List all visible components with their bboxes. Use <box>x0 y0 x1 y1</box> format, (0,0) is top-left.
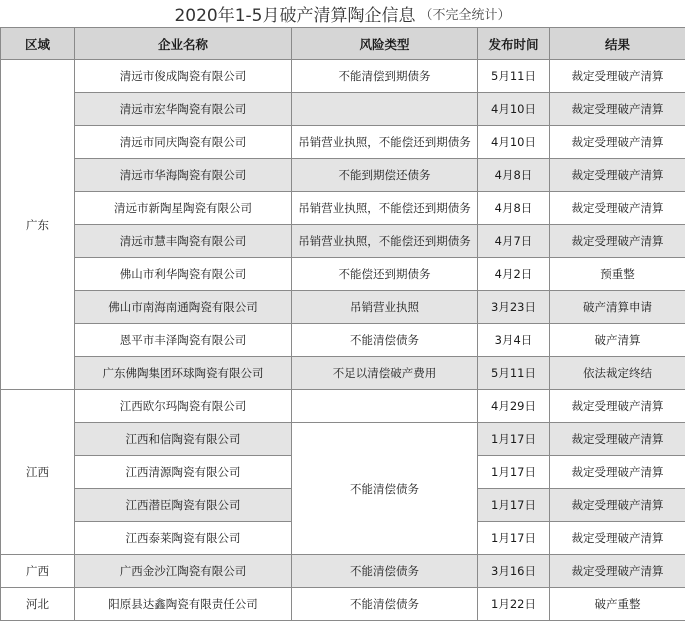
result-cell: 裁定受理破产清算 <box>550 456 685 489</box>
date-cell: 4月7日 <box>478 225 550 258</box>
result-cell: 裁定受理破产清算 <box>550 423 685 456</box>
date-cell: 4月8日 <box>478 159 550 192</box>
date-cell: 3月23日 <box>478 291 550 324</box>
result-cell: 预重整 <box>550 258 685 291</box>
date-cell: 5月11日 <box>478 60 550 93</box>
company-cell: 江西欧尔玛陶瓷有限公司 <box>75 390 292 423</box>
date-cell: 4月10日 <box>478 126 550 159</box>
date-cell: 5月11日 <box>478 357 550 390</box>
header-date: 发布时间 <box>478 28 550 60</box>
company-cell: 清远市慧丰陶瓷有限公司 <box>75 225 292 258</box>
result-cell: 裁定受理破产清算 <box>550 159 685 192</box>
table-row <box>1 324 685 357</box>
header-row <box>1 28 685 60</box>
risk-cell: 不能清偿到期债务 <box>292 60 478 93</box>
company-cell: 清远市宏华陶瓷有限公司 <box>75 93 292 126</box>
company-cell: 江西潜臣陶瓷有限公司 <box>75 489 292 522</box>
table-row <box>1 60 685 93</box>
date-cell: 3月4日 <box>478 324 550 357</box>
risk-cell: 吊销营业执照，不能偿还到期债务 <box>292 126 478 159</box>
region-cell: 河北 <box>1 588 75 621</box>
company-cell: 清远市华海陶瓷有限公司 <box>75 159 292 192</box>
table-row <box>1 192 685 225</box>
header-result: 结果 <box>550 28 685 60</box>
result-cell: 裁定受理破产清算 <box>550 522 685 555</box>
date-cell: 3月16日 <box>478 555 550 588</box>
title-note: （不完全统计） <box>419 8 511 23</box>
date-cell: 4月2日 <box>478 258 550 291</box>
result-cell: 裁定受理破产清算 <box>550 192 685 225</box>
header-company: 企业名称 <box>75 28 292 60</box>
header-risk: 风险类型 <box>292 28 478 60</box>
bankruptcy-table <box>0 27 685 621</box>
table-row <box>1 390 685 423</box>
date-cell: 1月17日 <box>478 456 550 489</box>
result-cell: 裁定受理破产清算 <box>550 555 685 588</box>
result-cell: 裁定受理破产清算 <box>550 126 685 159</box>
company-cell: 佛山市利华陶瓷有限公司 <box>75 258 292 291</box>
company-cell: 清远市新陶星陶瓷有限公司 <box>75 192 292 225</box>
table-row <box>1 555 685 588</box>
region-cell: 广东 <box>1 60 75 390</box>
risk-cell: 不能清偿债务 <box>292 423 478 555</box>
table-row <box>1 159 685 192</box>
title-main: 2020年1-5月破产清算陶企信息 <box>174 6 416 26</box>
risk-cell <box>292 390 478 423</box>
result-cell: 依法裁定终结 <box>550 357 685 390</box>
region-cell: 江西 <box>1 390 75 555</box>
company-cell: 江西泰莱陶瓷有限公司 <box>75 522 292 555</box>
company-cell: 广西金沙江陶瓷有限公司 <box>75 555 292 588</box>
company-cell: 佛山市南海南通陶瓷有限公司 <box>75 291 292 324</box>
company-cell: 恩平市丰泽陶瓷有限公司 <box>75 324 292 357</box>
table-row <box>1 423 685 456</box>
company-cell: 清远市同庆陶瓷有限公司 <box>75 126 292 159</box>
table-row <box>1 225 685 258</box>
company-cell: 阳原县达鑫陶瓷有限责任公司 <box>75 588 292 621</box>
company-cell: 江西清源陶瓷有限公司 <box>75 456 292 489</box>
date-cell: 1月22日 <box>478 588 550 621</box>
company-cell: 广东佛陶集团环球陶瓷有限公司 <box>75 357 292 390</box>
date-cell: 4月10日 <box>478 93 550 126</box>
result-cell: 破产清算申请 <box>550 291 685 324</box>
risk-cell: 吊销营业执照，不能偿还到期债务 <box>292 225 478 258</box>
result-cell: 裁定受理破产清算 <box>550 390 685 423</box>
risk-cell <box>292 93 478 126</box>
table-row <box>1 291 685 324</box>
table-row <box>1 258 685 291</box>
result-cell: 裁定受理破产清算 <box>550 93 685 126</box>
date-cell: 1月17日 <box>478 489 550 522</box>
table-row <box>1 357 685 390</box>
date-cell: 1月17日 <box>478 423 550 456</box>
date-cell: 1月17日 <box>478 522 550 555</box>
risk-cell: 不能清偿债务 <box>292 555 478 588</box>
result-cell: 破产清算 <box>550 324 685 357</box>
date-cell: 4月8日 <box>478 192 550 225</box>
table-row <box>1 126 685 159</box>
risk-cell: 不能清偿债务 <box>292 324 478 357</box>
risk-cell: 不能清偿债务 <box>292 588 478 621</box>
header-region: 区域 <box>1 28 75 60</box>
result-cell: 裁定受理破产清算 <box>550 60 685 93</box>
risk-cell: 不能到期偿还债务 <box>292 159 478 192</box>
risk-cell: 不足以清偿破产费用 <box>292 357 478 390</box>
company-cell: 江西和信陶瓷有限公司 <box>75 423 292 456</box>
result-cell: 裁定受理破产清算 <box>550 225 685 258</box>
result-cell: 破产重整 <box>550 588 685 621</box>
risk-cell: 不能偿还到期债务 <box>292 258 478 291</box>
risk-cell: 吊销营业执照 <box>292 291 478 324</box>
region-cell: 广西 <box>1 555 75 588</box>
table-title <box>0 0 685 27</box>
result-cell: 裁定受理破产清算 <box>550 489 685 522</box>
company-cell: 清远市俊成陶瓷有限公司 <box>75 60 292 93</box>
table-row <box>1 588 685 621</box>
risk-cell: 吊销营业执照，不能偿还到期债务 <box>292 192 478 225</box>
date-cell: 4月29日 <box>478 390 550 423</box>
table-row <box>1 93 685 126</box>
